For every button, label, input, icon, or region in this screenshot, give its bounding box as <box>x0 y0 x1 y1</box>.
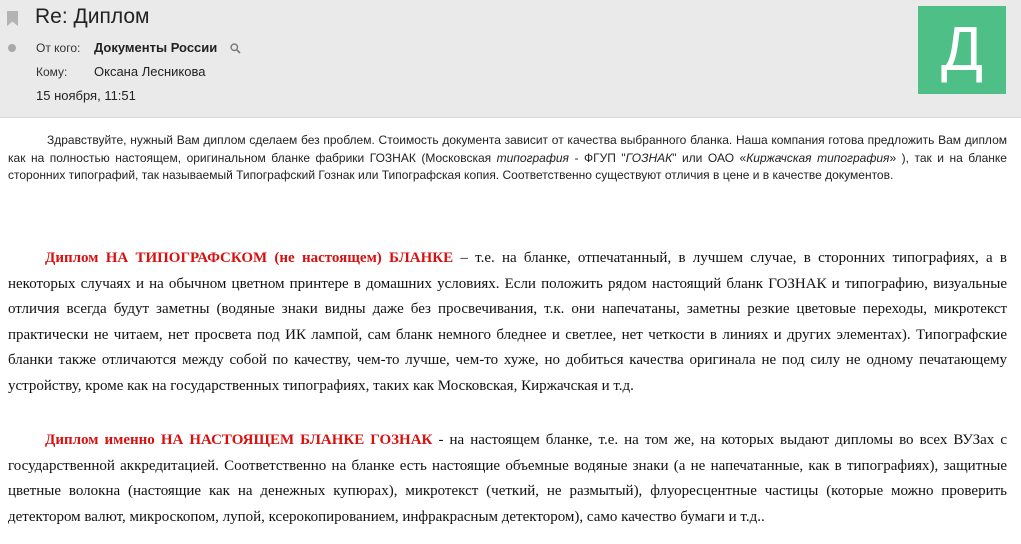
search-icon[interactable] <box>230 43 241 54</box>
intro-text: - ФГУП " <box>568 150 626 165</box>
paragraph-text: – т.е. на бланке, отпечатанный, в лучшем случае, в сторонних типографиях, а в некоторых случаях и на обычном цветном принтере в домашних условиях. Если положить рядом настоящий бланк ГОЗНАК и типографию, визуальные отличия всегда будут заметны (водяные знаки видны даже без просвечивания, т.к. они напечатаны, заметны резкие цветовые переходы, микротекст практически не читаем, нет просвета под ИК лампой, сам бланк немного бледнее и светлее, нет четкости в линиях и других элементах). Типографские бланки также отличаются между собой по качеству, чем-то лучше, чем-то хуже, но добиться качества оригинала не под силу не одному печатающему устройству, кроме как на государственных типографиях, таких как Московская, Киржачская и т.д. <box>8 250 1007 394</box>
typographic-blank-paragraph <box>8 246 1007 400</box>
intro-italic-text: ГОЗНАК <box>625 150 673 165</box>
status-dot-icon[interactable] <box>8 44 16 52</box>
to-label: Кому: <box>36 65 68 79</box>
intro-text: " или ОАО « <box>672 150 747 165</box>
intro-paragraph <box>8 132 1007 185</box>
from-label: От кого: <box>36 41 81 55</box>
intro-italic-text: типография <box>496 150 569 165</box>
bookmark-icon[interactable] <box>7 11 18 26</box>
sender-name[interactable]: Документы России <box>94 40 218 55</box>
intro-text: Здравствуйте, нужный Вам диплом сделаем без проблем. Стоимость документа зависит от качества выбранного бланка. Наша компания готова предложить Вам диплом как на полностью настоящем, оригинальном бланке фабрики ГОЗНАК (Московская <box>8 133 1007 165</box>
message-header <box>0 0 1021 118</box>
intro-text: » ), так и на бланке сторонних типографий, так называемый Типографский Гознак или Типографская копия. Соответственно существуют отличия в цене и в качестве документов. <box>8 150 1007 182</box>
recipient-name[interactable]: Оксана Лесникова <box>94 64 206 79</box>
message-body <box>0 118 1021 544</box>
sender-avatar: Д <box>918 6 1006 94</box>
message-date: 15 ноября, 11:51 <box>36 88 136 103</box>
intro-italic-text: Киржачская типография <box>746 150 890 165</box>
paragraph-text: - на настоящем бланке, т.е. на том же, на которых выдают дипломы во всех ВУЗах с государственной аккредитацией. Соответственно на бланке есть настоящие объемные водяные знаки (а не напечатанные, как в типографиях), защитные цветные волокна (настоящие как на денежных купюрах), микротекст (четкий, не размытый), флуоресцентные частицы (которые можно проверить детектором валют, микроскопом, лупой, ксерокопированием, инфракрасным детектором), само качество бумаги и т.д.. <box>8 432 1007 525</box>
paragraph-heading: Диплом именно НА НАСТОЯЩЕМ БЛАНКЕ ГОЗНАК <box>45 432 433 448</box>
message-subject: Re: Диплом <box>35 5 150 28</box>
paragraph-heading: Диплом НА ТИПОГРАФСКОМ (не настоящем) БЛАНКЕ <box>45 250 454 266</box>
goznak-blank-paragraph <box>8 428 1007 530</box>
